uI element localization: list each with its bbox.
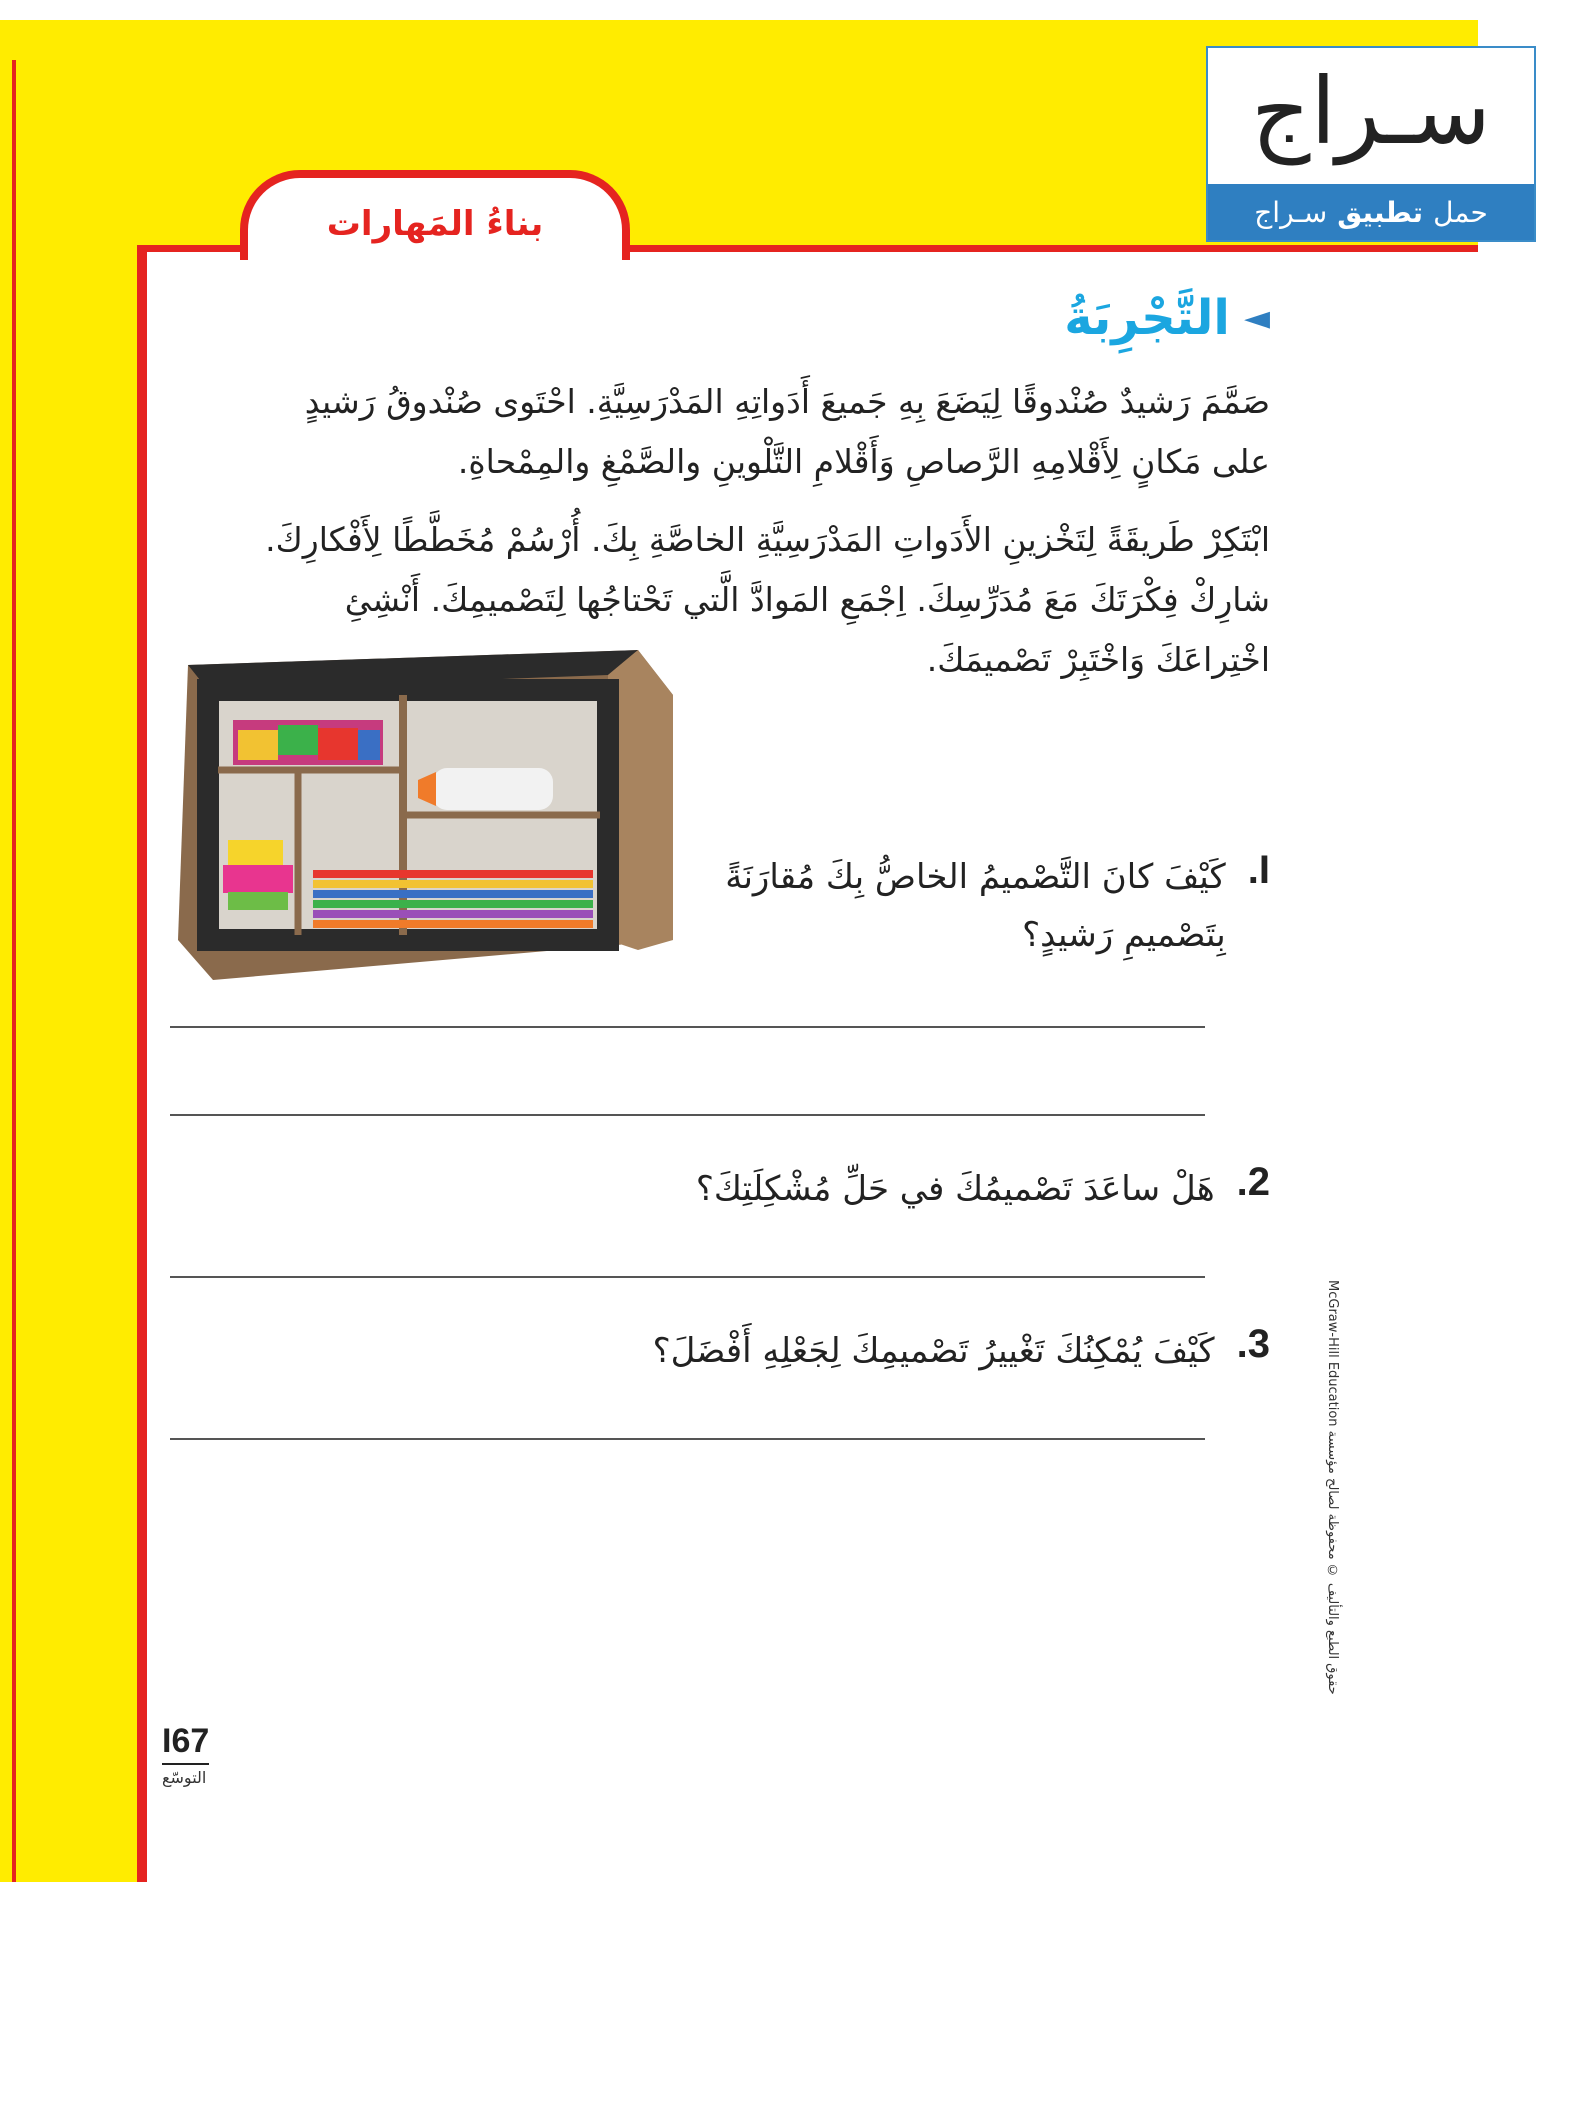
content-area [147, 252, 1478, 1882]
yellow-frame-edge [0, 20, 8, 1882]
question-1 [710, 848, 1270, 964]
question-3 [653, 1322, 1270, 1380]
question-2 [696, 1160, 1270, 1218]
skills-tab-label: بناءُ المَهارات [326, 204, 544, 244]
logo-tagline-bold: تطبيق [1337, 195, 1424, 229]
logo-tagline-suffix: سـراج [1254, 195, 1328, 229]
siraj-logo[interactable] [1206, 46, 1536, 242]
question-3-number: 3. [1236, 1322, 1270, 1366]
question-1-text: كَيْفَ كانَ التَّصْميمُ الخاصُّ بِكَ مُقارَنَةً بِتَصْميمِ رَشيدٍ؟ [725, 857, 1226, 955]
heading-arrow-icon: ◄ [1243, 298, 1270, 338]
tab-joint [248, 244, 622, 258]
copyright-notice: McGraw-Hill Education حقوق الطبع والتأليف © محفوظة لصالح مؤسسة [1325, 1280, 1340, 1695]
page-caption: التوسّع [162, 1768, 207, 1787]
siraj-app-banner [1208, 184, 1534, 240]
question-2-text: هَلْ ساعَدَ تَصْميمُكَ في حَلِّ مُشْكِلَتِكَ؟ [695, 1169, 1215, 1209]
siraj-logo-word: سـراج [1251, 58, 1491, 165]
logo-tagline-prefix: حمل [1433, 195, 1488, 229]
question-1-number: I. [1247, 848, 1270, 892]
answer-line-3[interactable] [170, 1438, 1205, 1440]
section-heading [1064, 290, 1270, 346]
instructions-paragraph: ابْتَكِرْ طَريقَةً لِتَخْزينِ الأَدَواتِ المَدْرَسِيَّةِ الخاصَّةِ بِكَ. أُرْسُمْ مُخَطَّطًا لِأَفْكارِكَ. شارِكْ فِكْرَتَكَ مَعَ مُدَرِّسِكَ. اِجْمَعِ المَوادَّ الَّتي تَحْتاجُها لِتَصْميمِكَ. أَنْشِئِ اخْتِراعَكَ وَاخْتَبِرْ تَصْميمَكَ. [265, 520, 1270, 679]
intro-paragraph: صَمَّمَ رَشيدٌ صُنْدوقًا لِيَضَعَ بِهِ جَميعَ أَدَواتِهِ المَدْرَسِيَّةِ. احْتَوى صُنْدوقُ رَشيدٍ على مَكانٍ لِأَقْلامِهِ الرَّصاصِ وَأَقْلامِ التَّلْوينِ والصَّمْغِ والمِمْحاةِ. [304, 382, 1270, 481]
red-margin-line [12, 60, 16, 1882]
answer-line-2[interactable] [170, 1276, 1205, 1278]
section-heading-text: التَّجْرِبَةُ [1064, 290, 1230, 346]
answer-line-1b[interactable] [170, 1114, 1205, 1116]
answer-line-1a[interactable] [170, 1026, 1205, 1028]
question-2-number: 2. [1236, 1160, 1270, 1204]
question-3-text: كَيْفَ يُمْكِنُكَ تَغْييرُ تَصْميمِكَ لِجَعْلِهِ أَفْضَلَ؟ [652, 1331, 1215, 1371]
page-number: I67 [162, 1722, 209, 1765]
supply-organizer-photo [168, 640, 678, 985]
